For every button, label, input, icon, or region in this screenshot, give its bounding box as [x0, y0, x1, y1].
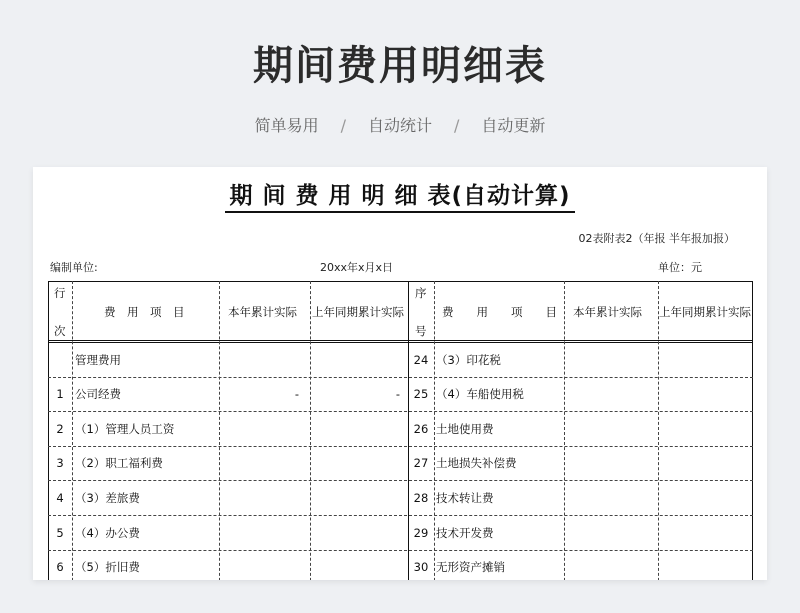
cell-item-2: （3）印花税: [436, 353, 501, 367]
cell-prev-ytd: -: [395, 387, 400, 401]
cell-item-2: 土地使用费: [436, 421, 494, 436]
row-line: [48, 377, 753, 378]
cell-item: 公司经费: [75, 387, 121, 401]
cell-item-2: （4）车船使用税: [436, 387, 524, 401]
cell-ytd: -: [294, 387, 299, 401]
header-ytd: 本年累计实际: [228, 305, 297, 319]
cell-seq: 30: [413, 560, 429, 574]
col-line: [434, 281, 435, 580]
cell-row-no: 1: [56, 387, 64, 401]
expense-table: [48, 281, 753, 580]
cell-row-no: 6: [56, 560, 64, 574]
header-seq-bottom: 号: [415, 324, 427, 338]
header-row-no-bottom: 次: [54, 324, 66, 338]
feature-separator: /: [454, 116, 460, 135]
report-date: 20xx年x月x日: [320, 261, 394, 274]
feature-separator: /: [340, 116, 346, 135]
cell-row-no: 2: [56, 421, 64, 436]
cell-item: （2）职工福利费: [75, 456, 163, 470]
cell-item-2: 无形资产摊销: [436, 560, 505, 574]
org-label: 编制单位:: [50, 261, 98, 274]
cell-row-no: 4: [56, 490, 64, 505]
row-line: [48, 480, 753, 481]
banner-features: [0, 113, 800, 136]
col-line: [564, 281, 565, 580]
cell-seq: 25: [413, 387, 429, 401]
cell-item: （3）差旅费: [75, 490, 140, 505]
col-line: [658, 281, 659, 580]
header-divider: [48, 340, 753, 343]
cell-item: （4）办公费: [75, 525, 140, 540]
cell-item: （5）折旧费: [75, 560, 140, 574]
banner-title: 期间费用明细表: [253, 43, 547, 89]
cell-seq: 27: [413, 456, 429, 470]
header-item: 费 用 项 目: [104, 305, 185, 319]
row-line: [48, 515, 753, 516]
unit-label: 单位：元: [658, 261, 702, 274]
header-row-no-top: 行: [54, 286, 66, 300]
cell-row-no: 5: [56, 525, 64, 540]
col-line: [219, 281, 220, 580]
cell-seq: 29: [413, 525, 429, 540]
cell-item: （1）管理人员工资: [75, 421, 175, 436]
col-line: [310, 281, 311, 580]
cell-item: 管理费用: [75, 353, 121, 367]
header-prev-ytd: 上年同期累计实际: [312, 305, 404, 319]
cell-seq: 26: [413, 421, 429, 436]
cell-item-2: 技术转让费: [436, 490, 494, 505]
feature-auto-stats: 自动统计: [367, 116, 432, 135]
header-ytd-2: 本年累计实际: [573, 305, 642, 319]
feature-auto-update: 自动更新: [481, 116, 546, 135]
annex-note: 02表附表2（年报 半年报加报）: [578, 232, 735, 245]
header-prev-ytd-2: 上年同期累计实际: [659, 305, 751, 319]
cell-item-2: 技术开发费: [436, 525, 494, 540]
cell-seq: 24: [413, 353, 429, 367]
spreadsheet-preview: [33, 167, 767, 580]
row-line: [48, 550, 753, 551]
header-item-2: 费 用 项 目: [442, 305, 557, 319]
cell-row-no: 3: [56, 456, 64, 470]
sheet-title: 期 间 费 用 明 细 表(自动计算): [33, 177, 767, 210]
cell-item-2: 土地损失补偿费: [436, 456, 517, 470]
header-seq-top: 序: [415, 286, 427, 300]
cell-seq: 28: [413, 490, 429, 505]
feature-easy: 简单易用: [254, 116, 319, 135]
